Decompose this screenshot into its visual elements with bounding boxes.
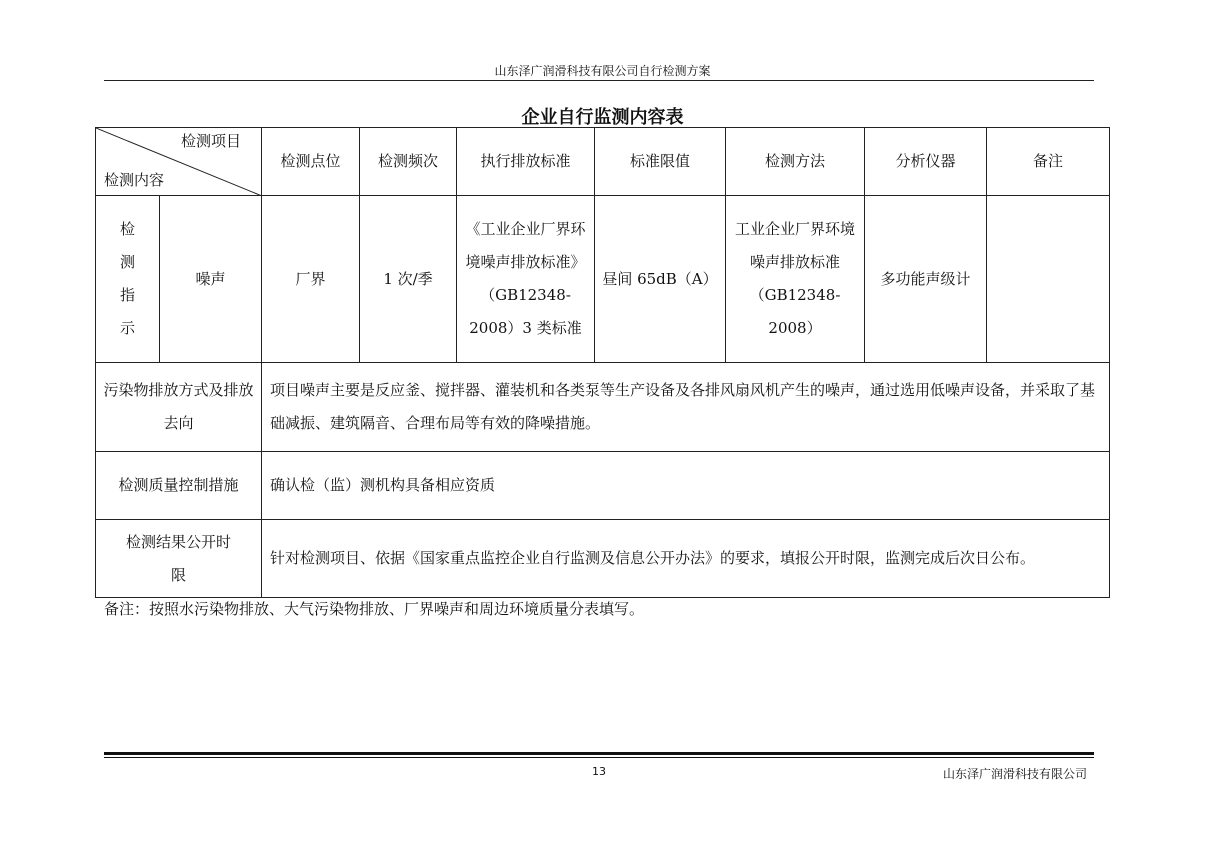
results-text: 针对检测项目、依据《国家重点监控企业自行监测及信息公开办法》的要求，填报公开时限，监测完成后次日公布。 (262, 520, 1110, 598)
diagonal-header-cell (96, 128, 262, 196)
location-cell: 厂界 (262, 196, 360, 363)
table-header-row (96, 128, 1110, 196)
discharge-label: 污染物排放方式及排放去向 (96, 363, 262, 452)
quality-row (96, 452, 1110, 520)
category-label: 检测指示 (120, 220, 136, 337)
column-header: 分析仪器 (865, 128, 987, 196)
frequency-cell: 1 次/季 (360, 196, 457, 363)
column-header: 检测点位 (262, 128, 360, 196)
results-label: 检测结果公开时限 (96, 520, 262, 598)
diag-bottom-label: 检测内容 (104, 171, 165, 189)
quality-text: 确认检（监）测机构具备相应资质 (262, 452, 1110, 520)
remark-cell (987, 196, 1110, 363)
footer-rule-thin (104, 757, 1094, 758)
instrument-cell: 多功能声级计 (865, 196, 987, 363)
category-cell (96, 196, 160, 363)
page-number: 13 (592, 765, 606, 778)
discharge-row (96, 363, 1110, 452)
column-header: 标准限值 (595, 128, 726, 196)
table-title: 企业自行监测内容表 (521, 107, 684, 128)
item-cell: 噪声 (160, 196, 262, 363)
column-header: 检测频次 (360, 128, 457, 196)
limit-cell: 昼间 65dB（A） (595, 196, 726, 363)
footer-rule (104, 752, 1094, 755)
diag-top-label: 检测项目 (180, 132, 241, 150)
monitoring-table (95, 127, 1110, 598)
header-rule (104, 80, 1094, 81)
quality-label: 检测质量控制措施 (96, 452, 262, 520)
header-title: 山东泽广润滑科技有限公司自行检测方案 (494, 64, 711, 78)
note-text: 备注：按照水污染物排放、大气污染物排放、厂界噪声和周边环境质量分表填写。 (104, 600, 645, 618)
method-cell: 工业企业厂界环境噪声排放标准（GB12348-2008） (726, 196, 865, 363)
standard-cell: 《工业企业厂界环境噪声排放标准》（GB12348-2008）3 类标准 (457, 196, 595, 363)
results-row (96, 520, 1110, 598)
discharge-text: 项目噪声主要是反应釜、搅拌器、灌装机和各类泵等生产设备及各排风扇风机产生的噪声，通过选用低噪声设备，并采取了基础减振、建筑隔音、合理布局等有效的降噪措施。 (262, 363, 1110, 452)
column-header: 执行排放标准 (457, 128, 595, 196)
column-header: 备注 (987, 128, 1110, 196)
table-row (96, 196, 1110, 363)
footer-company: 山东泽广润滑科技有限公司 (942, 767, 1087, 781)
column-header: 检测方法 (726, 128, 865, 196)
